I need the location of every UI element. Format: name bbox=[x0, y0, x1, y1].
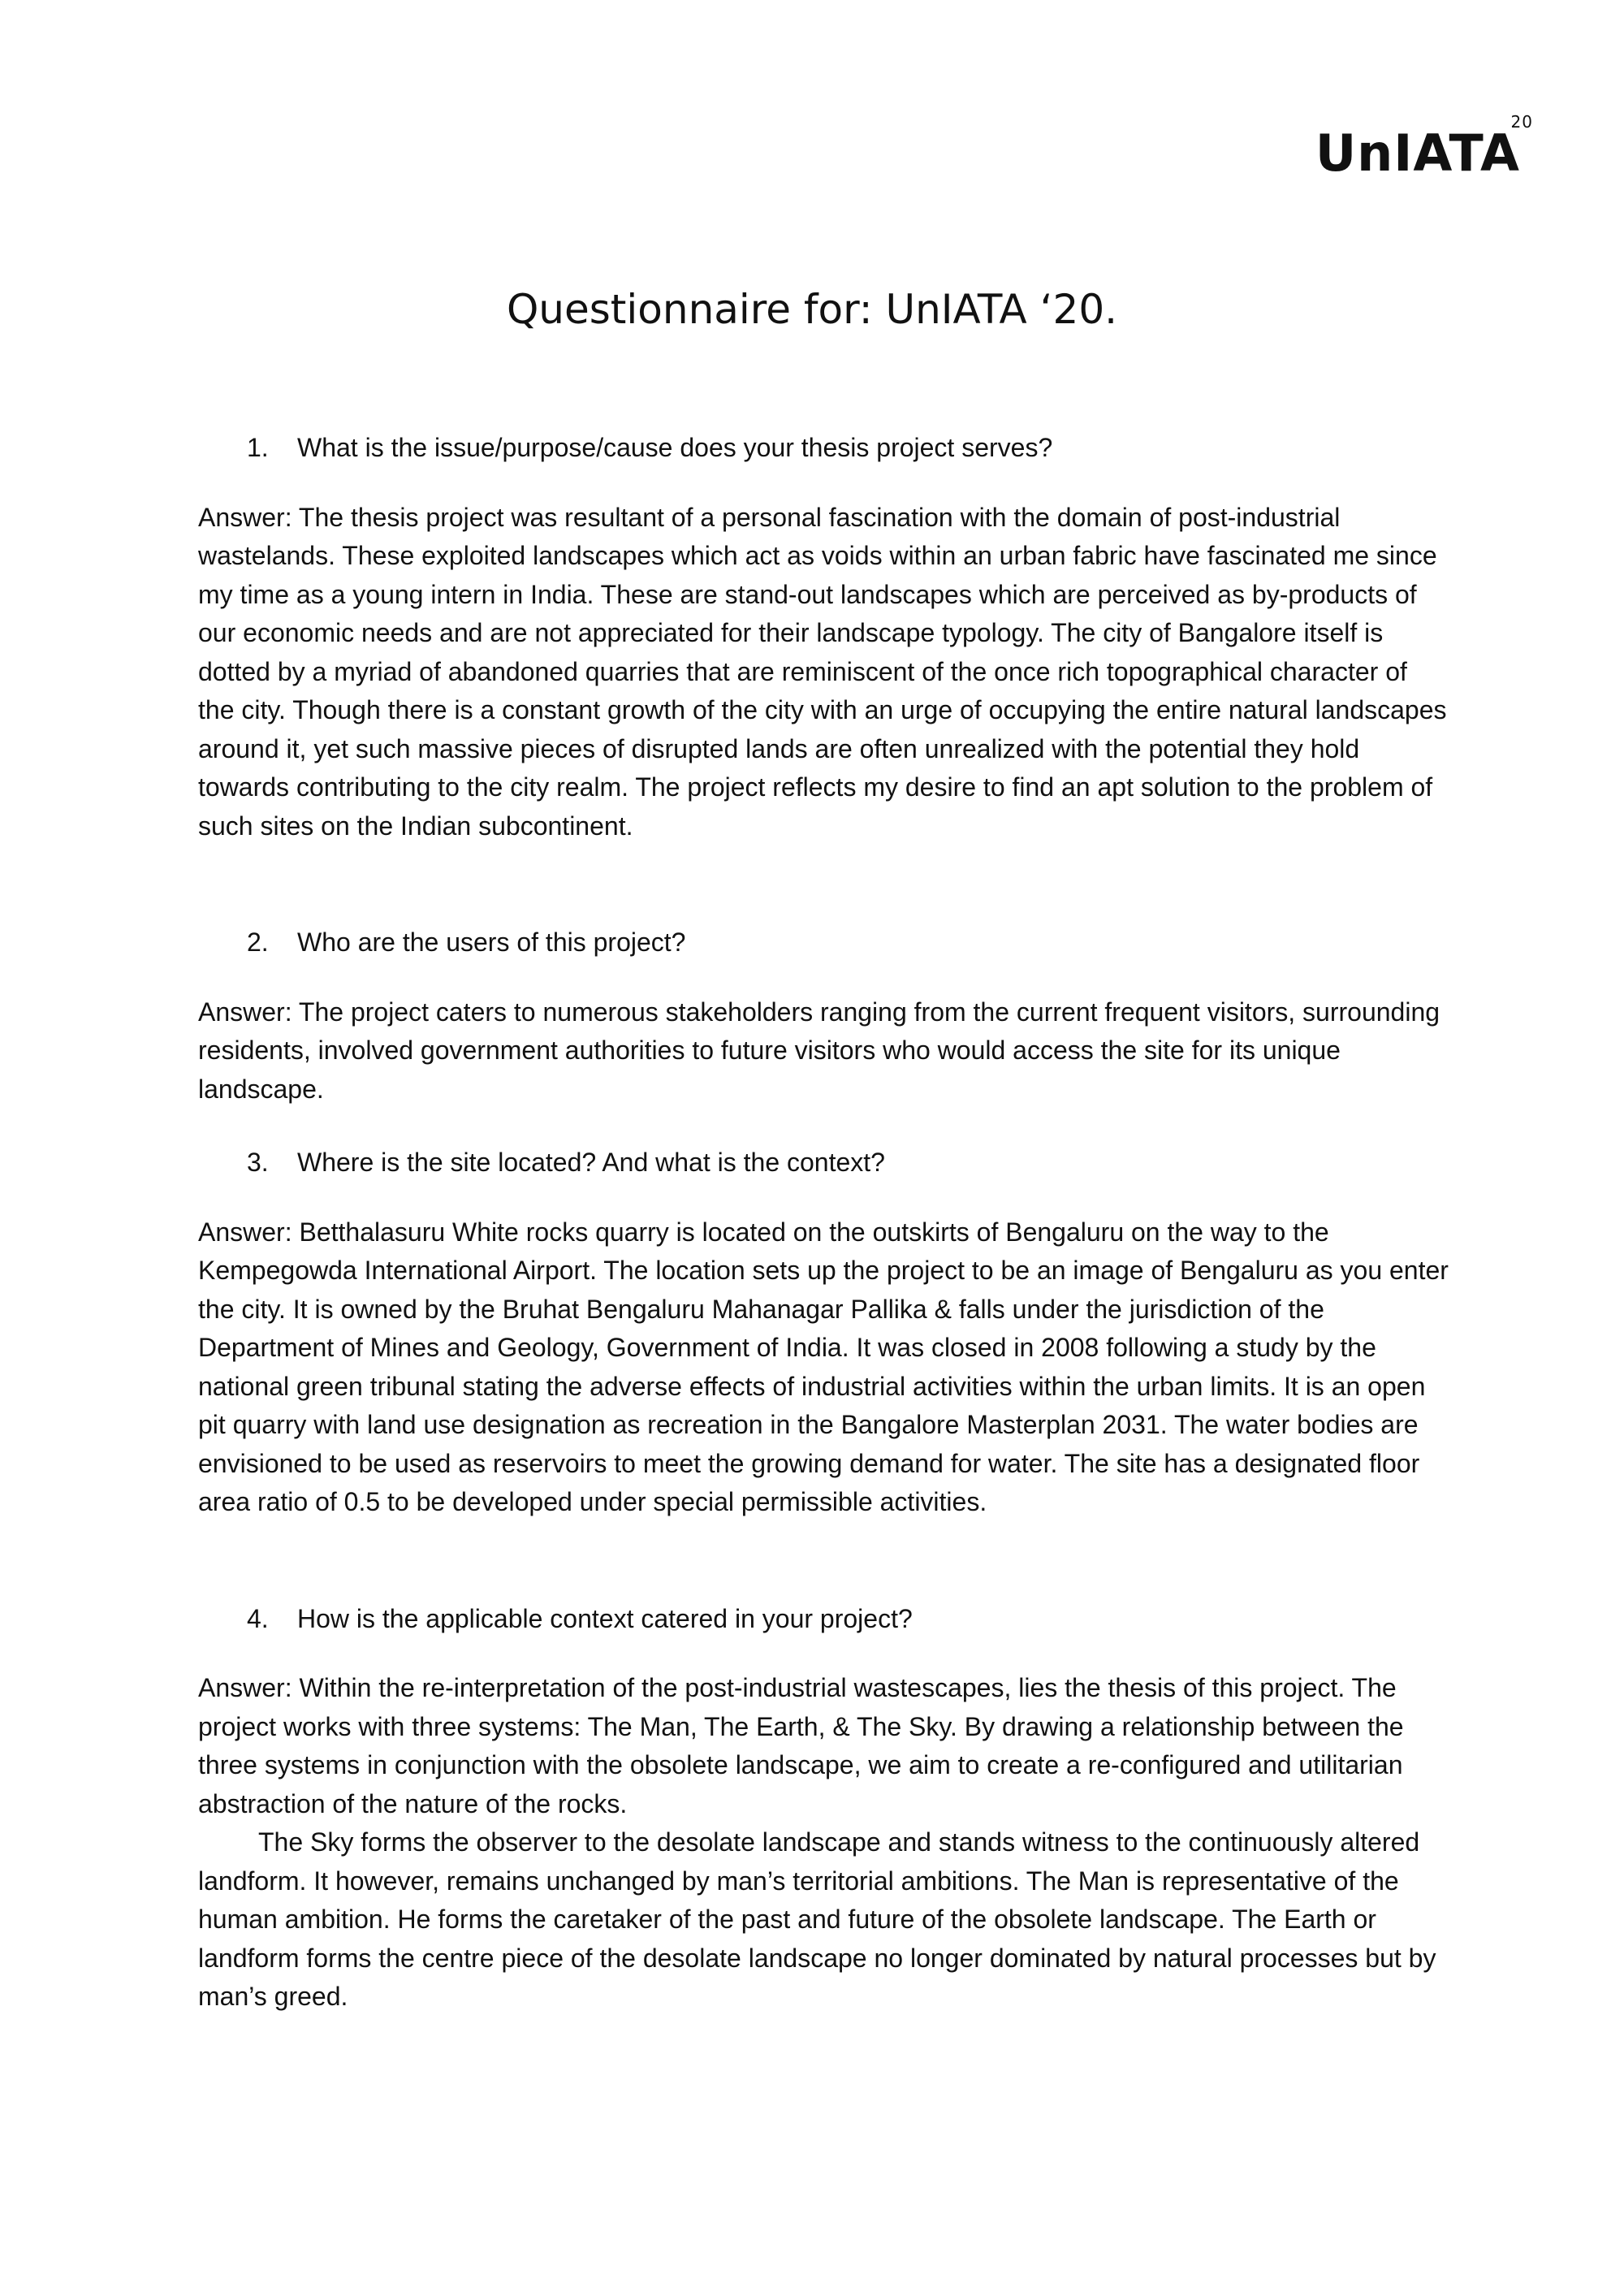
questionnaire-body bbox=[198, 429, 1449, 2017]
question-number: 2. bbox=[247, 927, 269, 957]
question-number: 1. bbox=[247, 433, 269, 462]
answer-3: Answer: Betthalasuru White rocks quarry is located on the outskirts of Bengaluru on the way to the Kempegowda International Airport. The location sets up the project to be an image of Bengaluru as you enter the city. It is owned by the Bruhat Bengaluru Mahanagar Pallika & falls under the jurisdiction of the Department of Mines and Geology, Government of India. It was closed in 2008 following a study by the national green tribunal stating the adverse effects of industrial activities within the urban limits. It is an open pit quarry with land use designation as recreation in the Bangalore Masterplan 2031. The water bodies are envisioned to be used as reservoirs to meet the growing demand for water. The site has a designated floor area ratio of 0.5 to be developed under special permissible activities. bbox=[198, 1217, 1449, 1516]
page-title: Questionnaire for: UnIATA ‘20. bbox=[506, 285, 1118, 333]
answer-2: Answer: The project caters to numerous stakeholders ranging from the current frequent visitors, surrounding residents, involved government authorities to future visitors who would access the site for its unique landscape. bbox=[198, 997, 1440, 1104]
answer-4-continued: The Sky forms the observer to the desolate landscape and stands witness to the continuously altered landform. It however, remains unchanged by man’s territorial ambitions. The Man is representative of the human ambition. He forms the caretaker of the past and future of the obsolete landscape. The Earth or landform forms the centre piece of the desolate landscape no longer dominated by natural processes but by man’s greed. bbox=[198, 1827, 1436, 2011]
answer-4: Answer: Within the re-interpretation of the post-industrial wastescapes, lies the thesis of this project. The project works with three systems: The Man, The Earth, & The Sky. By drawing a relationship between the three systems in conjunction with the obsolete landscape, we aim to create a re-configured and utilitarian abstraction of the nature of the rocks. bbox=[198, 1673, 1404, 1818]
question-number: 4. bbox=[247, 1603, 269, 1633]
question-text: What is the issue/purpose/cause does your thesis project serves? bbox=[297, 433, 1053, 462]
question-text: Where is the site located? And what is the context? bbox=[297, 1148, 885, 1177]
question-text: How is the applicable context catered in your project? bbox=[297, 1603, 913, 1633]
logo-text: UnIATA bbox=[1315, 123, 1520, 183]
question-3 bbox=[247, 1144, 1449, 1183]
question-number: 3. bbox=[247, 1148, 269, 1177]
uniata-logo bbox=[1315, 112, 1533, 183]
question-4 bbox=[247, 1600, 1449, 1639]
question-2 bbox=[247, 923, 1449, 962]
logo-superscript: 20 bbox=[1510, 112, 1533, 132]
question-text: Who are the users of this project? bbox=[297, 927, 686, 957]
answer-1: Answer: The thesis project was resultant of a personal fascination with the domain of post-industrial wastelands. These exploited landscapes which act as voids within an urban fabric have fascinated me since my time as a young intern in India. These are stand-out landscapes which are perceived as by-products of our economic needs and are not appreciated for their landscape typology. The city of Bangalore itself is dotted by a myriad of abandoned quarries that are reminiscent of the once rich topographical character of the city. Though there is a constant growth of the city with an urge of occupying the entire natural landscapes around it, yet such massive pieces of disrupted lands are often unrealized with the potential they hold towards contributing to the city realm. The project reflects my desire to find an apt solution to the problem of such sites on the Indian subcontinent. bbox=[198, 502, 1447, 841]
question-1 bbox=[247, 429, 1449, 468]
